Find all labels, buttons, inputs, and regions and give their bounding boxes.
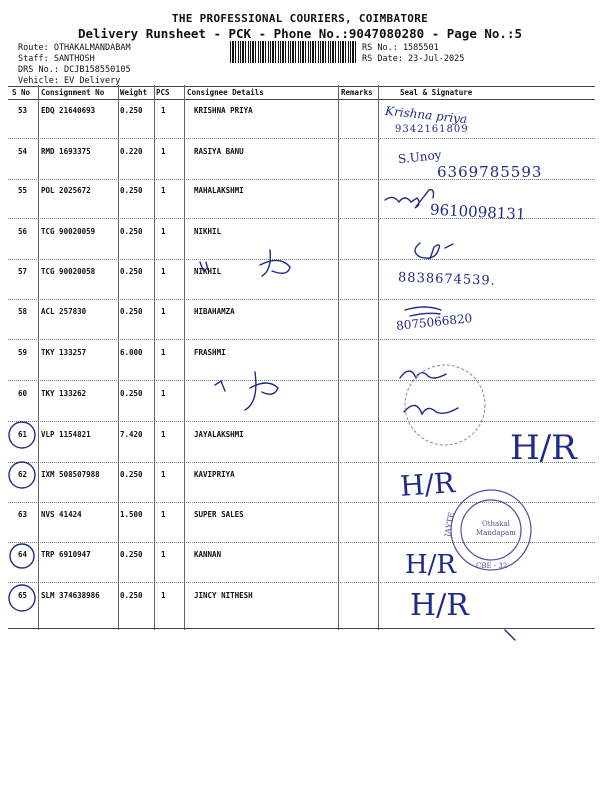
stamp-side-text: JAYTE bbox=[442, 511, 457, 538]
cell-pcs: 1 bbox=[161, 106, 166, 115]
staff-label: Staff: SANTHOSH bbox=[18, 54, 95, 64]
cell-pcs: 1 bbox=[161, 550, 166, 559]
cell-sno: 55 bbox=[18, 186, 28, 195]
col-consignee: Consignee Details bbox=[187, 88, 264, 97]
cell-consignment: ACL 257830 bbox=[41, 307, 87, 316]
row-separator bbox=[8, 582, 595, 583]
cell-sno: 59 bbox=[18, 348, 28, 357]
cell-consignee: MAHALAKSHMI bbox=[194, 186, 244, 195]
col-consignment: Consignment No bbox=[41, 88, 105, 97]
rs-number: RS No.: 1585501 bbox=[362, 43, 439, 53]
route-label: Route: OTHAKALMANDABAM bbox=[18, 43, 131, 53]
cell-sno: 63 bbox=[18, 510, 28, 519]
cell-consignee: HIBAHAMZA bbox=[194, 307, 235, 316]
cell-weight: 1.500 bbox=[120, 510, 143, 519]
cell-consignee: JINCY NITHESH bbox=[194, 591, 253, 600]
cell-weight: 0.250 bbox=[120, 389, 143, 398]
column-divider bbox=[118, 85, 119, 630]
hr-mark-64: H/R bbox=[405, 550, 457, 580]
signature-mahalakshmi bbox=[385, 190, 434, 208]
rs-date: RS Date: 23-Jul-2025 bbox=[362, 54, 465, 64]
row-separator bbox=[8, 421, 595, 422]
cell-sno: 57 bbox=[18, 267, 28, 276]
cell-consignment: IXM 508507988 bbox=[41, 470, 100, 479]
row-separator bbox=[8, 502, 595, 503]
hr-mark-61: H/R bbox=[510, 428, 577, 468]
cell-weight: 0.250 bbox=[120, 186, 143, 195]
signature-nikhil-56 bbox=[260, 250, 290, 276]
cell-pcs: 1 bbox=[161, 227, 166, 236]
cell-weight: 7.420 bbox=[120, 430, 143, 439]
cell-consignment: TKY 133262 bbox=[41, 389, 87, 398]
cell-weight: 0.250 bbox=[120, 591, 143, 600]
cell-pcs: 1 bbox=[161, 267, 166, 276]
column-divider bbox=[154, 85, 155, 630]
row-separator bbox=[8, 259, 595, 260]
stamp-bottom-text: CBE - 32 bbox=[476, 562, 508, 570]
cell-consignee: FRASHMI bbox=[194, 348, 226, 357]
column-divider bbox=[378, 85, 379, 630]
cell-consignee: NIKHIL bbox=[194, 267, 222, 276]
cell-consignment: TRP 6910947 bbox=[41, 550, 91, 559]
cell-consignee: KAVIPRIYA bbox=[194, 470, 235, 479]
barcode bbox=[230, 41, 358, 63]
drs-label: DRS No.: DCJB158550105 bbox=[18, 65, 131, 75]
cell-pcs: 1 bbox=[161, 389, 166, 398]
cell-weight: 0.250 bbox=[120, 550, 143, 559]
cell-weight: 6.000 bbox=[120, 348, 143, 357]
faded-stamp-60 bbox=[405, 365, 485, 445]
row-separator bbox=[8, 462, 595, 463]
table-top-rule bbox=[8, 86, 595, 87]
column-divider bbox=[184, 85, 185, 630]
cell-consignment: VLP 1154821 bbox=[41, 430, 91, 439]
cell-pcs: 1 bbox=[161, 348, 166, 357]
cell-consignee: KRISHNA PRIYA bbox=[194, 106, 253, 115]
row-separator bbox=[8, 299, 595, 300]
column-divider bbox=[338, 85, 339, 630]
cell-sno: 53 bbox=[18, 106, 28, 115]
cell-sno: 60 bbox=[18, 389, 28, 398]
vehicle-label: Vehicle: EV Delivery bbox=[18, 76, 121, 86]
cell-consignee: RASIYA BANU bbox=[194, 147, 244, 156]
cell-consignment: TCG 90020058 bbox=[41, 267, 96, 276]
cell-sno: 64 bbox=[18, 550, 28, 559]
cell-sno: 62 bbox=[18, 470, 28, 479]
cell-pcs: 1 bbox=[161, 470, 166, 479]
signature-row-59 bbox=[400, 371, 446, 378]
cell-consignee: JAYALAKSHMI bbox=[194, 430, 244, 439]
phone-mahalakshmi: 9610098131 bbox=[429, 200, 526, 224]
col-remarks: Remarks bbox=[341, 88, 373, 97]
table-header-rule bbox=[8, 99, 595, 100]
cell-weight: 0.250 bbox=[120, 227, 143, 236]
phone-rasiya-banu: 6369785593 bbox=[437, 163, 543, 181]
cell-consignment: TKY 133257 bbox=[41, 348, 87, 357]
cell-sno: 56 bbox=[18, 227, 28, 236]
phone-krishna-priya: 9342161809 bbox=[395, 124, 469, 135]
row-separator bbox=[8, 138, 595, 139]
signature-nikhil-57 bbox=[415, 243, 453, 259]
stamp-text: Othakal Mandapam bbox=[476, 520, 516, 537]
signature-rasiya-banu: S.Unoy bbox=[397, 147, 443, 167]
cell-consignee: NIKHIL bbox=[194, 227, 222, 236]
cell-consignment: EDQ 21640693 bbox=[41, 106, 96, 115]
cell-sno: 54 bbox=[18, 147, 28, 156]
column-divider bbox=[38, 85, 39, 630]
cell-consignment: SLM 374638986 bbox=[41, 591, 100, 600]
row-separator bbox=[8, 542, 595, 543]
cell-pcs: 1 bbox=[161, 510, 166, 519]
col-seal-signature: Seal & Signature bbox=[400, 88, 473, 97]
phone-nikhil: 8838674539. bbox=[397, 270, 497, 289]
cell-consignment: NVS 41424 bbox=[41, 510, 82, 519]
cell-consignment: TCG 90020059 bbox=[41, 227, 96, 236]
signature-row-60 bbox=[404, 405, 458, 414]
cell-consignee: SUPER SALES bbox=[194, 510, 244, 519]
cell-sno: 61 bbox=[18, 430, 28, 439]
cell-pcs: 1 bbox=[161, 147, 166, 156]
cell-weight: 0.250 bbox=[120, 307, 143, 316]
cell-weight: 0.250 bbox=[120, 470, 143, 479]
cell-pcs: 1 bbox=[161, 591, 166, 600]
phone-hibahamza: 8075066820 bbox=[395, 311, 473, 333]
cell-pcs: 1 bbox=[161, 307, 166, 316]
cell-consignment: RMD 1693375 bbox=[41, 147, 91, 156]
signature-krishna-priya: Krishna priya bbox=[384, 103, 468, 127]
cell-weight: 0.220 bbox=[120, 147, 143, 156]
col-weight: Weight bbox=[120, 88, 148, 97]
company-title: THE PROFESSIONAL COURIERS, COIMBATORE bbox=[171, 12, 429, 25]
runsheet-subtitle: Delivery Runsheet - PCK - Phone No.:9047080280 - Page No.:5 bbox=[77, 26, 522, 41]
cell-pcs: 1 bbox=[161, 430, 166, 439]
row-separator bbox=[8, 339, 595, 340]
signature-frashmi bbox=[215, 372, 278, 410]
cell-sno: 58 bbox=[18, 307, 28, 316]
cell-sno: 65 bbox=[18, 591, 28, 600]
cell-consignee: KANNAN bbox=[194, 550, 222, 559]
row-separator bbox=[8, 380, 595, 381]
cell-pcs: 1 bbox=[161, 186, 166, 195]
hr-mark-65: H/R bbox=[410, 588, 469, 623]
col-sno: S No bbox=[12, 88, 31, 97]
cell-consignment: POL 2025672 bbox=[41, 186, 91, 195]
hr-mark-62: H/R bbox=[398, 466, 457, 503]
cell-weight: 0.250 bbox=[120, 267, 143, 276]
table-bottom-rule bbox=[8, 628, 595, 629]
cell-weight: 0.250 bbox=[120, 106, 143, 115]
col-pcs: PCS bbox=[156, 88, 170, 97]
